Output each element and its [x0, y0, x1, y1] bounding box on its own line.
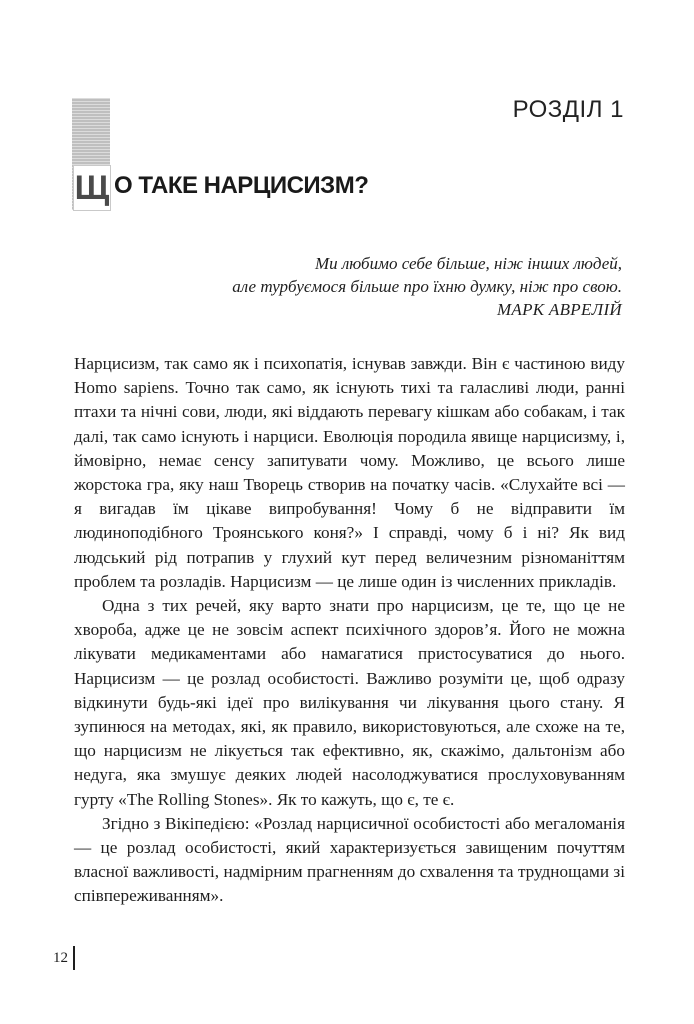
epigraph-line: Ми любимо себе більше, ніж інших людей,	[314, 254, 622, 273]
epigraph-author: МАРК АВРЕЛІЙ	[496, 300, 622, 319]
epigraph	[232, 252, 622, 321]
page-number: 12	[53, 946, 75, 970]
chapter-label: РОЗДІЛ 1	[512, 96, 624, 123]
paragraph: Нарцисизм, так само як і психопатія, існував завжди. Він є частиною виду Homo sapiens. Точно так само, як існують тихі та галасливі люди, ранні птахи та нічні сови, люди, які віддають перевагу кішкам або собакам, і так далі, так само існують і нарциси. Еволюція породила явище нарцисизму, і, ймовірно, немає сенсу запитувати чому. Можливо, це всього лише жорстока гра, яку наш Творець створив на початку часів. «Слухайте всі — я вигадав їм цікаве випробування! Чому б не відправити їм людиноподібного Троянського коня?» І справді, чому б і ні? Як вид людський рід потрапив у глухий кут перед величезним різноманіттям проблем та розладів. Нарцисизм — це лише один із численних прикладів.	[74, 354, 625, 591]
chapter-title: О ТАКЕ НАРЦИСИЗМ?	[114, 172, 369, 199]
paragraph: Згідно з Вікіпедією: «Розлад нарцисичної особистості або мегаломанія — це розлад особистості, який характеризується завищеним почуттям власної важливості, надмірним прагненням до схвалення та труднощами зі співпереживанням».	[74, 813, 625, 906]
epigraph-line: але турбуємося більше про їхню думку, ніж про свою.	[232, 277, 622, 296]
drop-cap-letter: Щ	[73, 165, 111, 211]
paragraph: Одна з тих речей, яку варто знати про нарцисизм, це те, що це не хвороба, адже це не зовсім аспект психічного здоров’я. Його не можна лікувати медикаментами або намагатися пристосуватися до нього. Нарцисизм — це розлад особистості. Важливо розуміти це, щоб одразу відкинути будь-які ідеї про вилікування чи лікування цього стану. Я зупинюся на методах, які, як правило, використовуються, але схоже на те, що нарцисизм не лікується так ефективно, як, скажімо, дальтонізм або недуга, яка змушує деяких людей насолоджуватися прослуховуванням гурту «The Rolling Stones». Як то кажуть, що є, те є.	[74, 596, 625, 809]
body-text	[74, 352, 625, 909]
